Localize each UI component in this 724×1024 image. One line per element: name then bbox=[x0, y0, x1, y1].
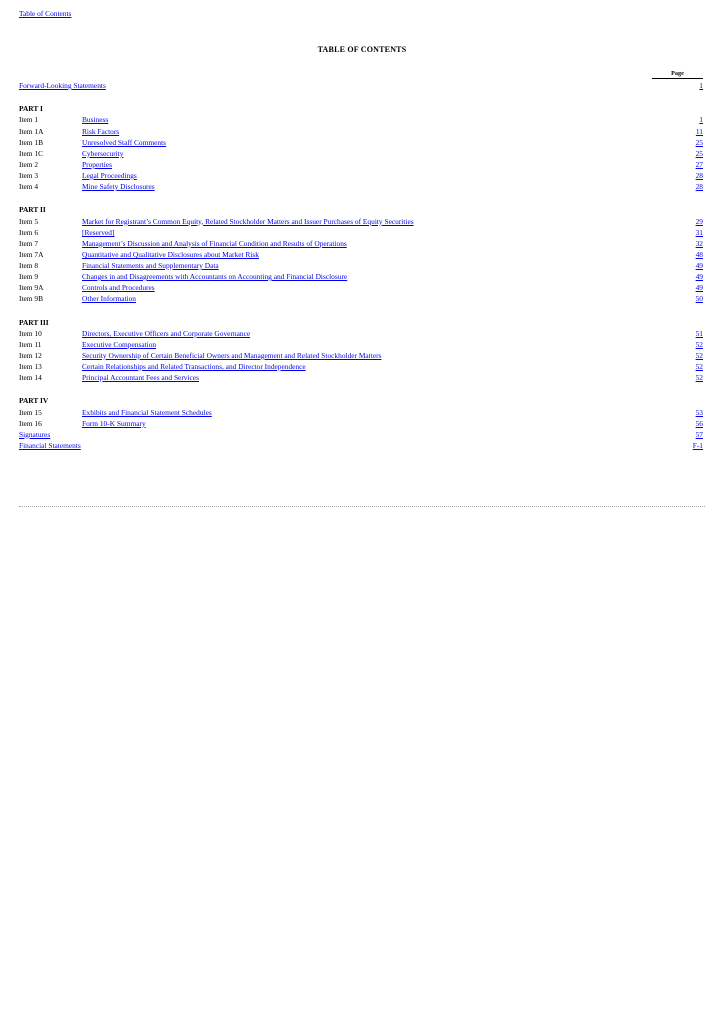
toc-row bbox=[19, 260, 703, 271]
item-number: Item 1C bbox=[19, 148, 44, 158]
item-number: Item 16 bbox=[19, 418, 42, 428]
toc-row bbox=[19, 238, 703, 249]
toc-row bbox=[19, 418, 703, 429]
toc-page-link[interactable]: 53 bbox=[695, 407, 703, 417]
toc-page-link[interactable]: 31 bbox=[695, 227, 703, 237]
toc-link-form-10k-summary[interactable]: Form 10-K Summary bbox=[82, 418, 146, 428]
toc-page-link[interactable]: 49 bbox=[695, 272, 703, 281]
toc-row bbox=[19, 339, 703, 350]
toc-link-reserved[interactable]: [Reserved] bbox=[82, 227, 115, 237]
page-divider bbox=[19, 506, 705, 507]
toc-row bbox=[19, 328, 703, 339]
toc-row bbox=[19, 227, 703, 238]
toc-page-link[interactable]: 25 bbox=[695, 137, 703, 147]
item-number: Item 8 bbox=[19, 260, 39, 270]
toc-link-security-ownership[interactable]: Security Ownership of Certain Beneficial Owners and Management and Related Stockholder Matters bbox=[82, 350, 382, 360]
item-number: Item 14 bbox=[19, 373, 42, 383]
item-number: Item 12 bbox=[19, 350, 42, 360]
item-number: Item 13 bbox=[19, 361, 42, 371]
toc-link-controls-procedures[interactable]: Controls and Procedures bbox=[82, 283, 155, 293]
toc-link-certain-relationships[interactable]: Certain Relationships and Related Transactions, and Director Independence bbox=[82, 361, 306, 371]
toc-row bbox=[19, 126, 703, 137]
toc-row bbox=[19, 181, 703, 192]
toc-row bbox=[19, 170, 703, 181]
toc-link-unresolved-staff-comments[interactable]: Unresolved Staff Comments bbox=[82, 137, 167, 147]
part-heading: PART II bbox=[19, 205, 46, 215]
toc-row bbox=[19, 293, 703, 304]
toc-page-link[interactable]: 52 bbox=[695, 350, 703, 360]
toc-page-link[interactable]: 11 bbox=[695, 126, 703, 136]
toc-row bbox=[19, 148, 703, 159]
item-number: Item 10 bbox=[19, 328, 42, 338]
page-title: TABLE OF CONTENTS bbox=[317, 45, 407, 54]
toc-link-risk-factors[interactable]: Risk Factors bbox=[82, 126, 120, 136]
toc-row bbox=[19, 372, 703, 383]
toc-link-signatures[interactable]: Signatures bbox=[19, 429, 51, 439]
toc-row bbox=[19, 271, 703, 282]
part-heading: PART III bbox=[19, 317, 49, 327]
toc-row bbox=[19, 282, 703, 293]
toc-row-forward-looking bbox=[19, 80, 703, 91]
toc-row bbox=[19, 361, 703, 372]
item-number: Item 1 bbox=[19, 115, 39, 125]
toc-page-link[interactable]: 49 bbox=[695, 283, 703, 293]
item-number: Item 1A bbox=[19, 126, 44, 136]
toc-page-link[interactable]: 25 bbox=[695, 148, 703, 158]
item-number: Item 6 bbox=[19, 227, 39, 237]
toc-link-financial-statements[interactable]: Financial Statements bbox=[19, 440, 81, 450]
toc-link-mdna[interactable]: Management’s Discussion and Analysis of Financial Condition and Results of Operations bbox=[82, 238, 347, 248]
toc-page-link[interactable]: F-1 bbox=[692, 440, 703, 450]
toc-page-link[interactable]: 51 bbox=[695, 328, 703, 338]
toc-page-link[interactable]: 29 bbox=[695, 216, 703, 226]
toc-link-business[interactable]: Business bbox=[82, 115, 109, 125]
toc-link-other-information[interactable]: Other Information bbox=[82, 294, 136, 304]
page-column-header: Page bbox=[652, 70, 703, 79]
toc-link-properties[interactable]: Properties bbox=[82, 159, 112, 169]
item-number: Item 1B bbox=[19, 137, 44, 147]
toc-row bbox=[19, 350, 703, 361]
toc-link-forward-looking-statements[interactable]: Forward-Looking Statements bbox=[19, 81, 106, 90]
toc-row bbox=[19, 407, 703, 418]
item-number: Item 7A bbox=[19, 249, 44, 259]
toc-link-cybersecurity[interactable]: Cybersecurity bbox=[82, 148, 124, 158]
item-number: Item 9 bbox=[19, 272, 39, 281]
toc-link-changes-disagreements[interactable]: Changes in and Disagreements with Accountants on Accounting and Financial Disclosure bbox=[82, 272, 348, 281]
toc-row bbox=[19, 249, 703, 260]
toc-link-financial-statements-data[interactable]: Financial Statements and Supplementary Data bbox=[82, 260, 219, 270]
toc-page-link[interactable]: 32 bbox=[695, 238, 703, 248]
toc-row bbox=[19, 429, 703, 440]
toc-link-directors-governance[interactable]: Directors, Executive Officers and Corporate Governance bbox=[82, 328, 251, 338]
item-number: Item 3 bbox=[19, 170, 39, 180]
toc-page-link[interactable]: 48 bbox=[695, 249, 703, 259]
toc-page-link[interactable]: 49 bbox=[695, 260, 703, 270]
item-number: Item 9B bbox=[19, 294, 44, 304]
toc-link-legal-proceedings[interactable]: Legal Proceedings bbox=[82, 170, 137, 180]
toc-page-link[interactable]: 56 bbox=[695, 418, 703, 428]
toc-link-mine-safety-disclosures[interactable]: Mine Safety Disclosures bbox=[82, 182, 155, 192]
toc-page-link[interactable]: 50 bbox=[695, 294, 703, 304]
item-number: Item 7 bbox=[19, 238, 39, 248]
toc-row bbox=[19, 440, 703, 451]
toc-link-market-for-common-equity[interactable]: Market for Registrant’s Common Equity, Related Stockholder Matters and Issuer Purchases of Equity Securities bbox=[82, 216, 414, 226]
item-number: Item 11 bbox=[19, 339, 42, 349]
table-of-contents bbox=[19, 80, 703, 451]
toc-page-link[interactable]: 52 bbox=[695, 373, 703, 383]
toc-page-link[interactable]: 1 bbox=[699, 115, 703, 125]
toc-row bbox=[19, 137, 703, 148]
part-heading: PART IV bbox=[19, 396, 49, 406]
toc-page-link[interactable]: 28 bbox=[695, 170, 703, 180]
toc-page-link[interactable]: 28 bbox=[695, 182, 703, 192]
toc-row bbox=[19, 216, 703, 227]
item-number: Item 9A bbox=[19, 283, 44, 293]
toc-link-executive-compensation[interactable]: Executive Compensation bbox=[82, 339, 157, 349]
item-number: Item 15 bbox=[19, 407, 42, 417]
toc-link-exhibits[interactable]: Exhibits and Financial Statement Schedules bbox=[82, 407, 212, 417]
item-number: Item 2 bbox=[19, 159, 39, 169]
toc-row bbox=[19, 114, 703, 125]
toc-page-link[interactable]: 57 bbox=[695, 429, 703, 439]
toc-page-link[interactable]: 1 bbox=[699, 81, 703, 90]
toc-link-market-risk[interactable]: Quantitative and Qualitative Disclosures about Market Risk bbox=[82, 249, 259, 259]
toc-row bbox=[19, 159, 703, 170]
toc-page-link[interactable]: 52 bbox=[695, 361, 703, 371]
part-heading: PART I bbox=[19, 104, 43, 114]
table-of-contents-link[interactable]: Table of Contents bbox=[19, 9, 72, 18]
toc-link-accountant-fees[interactable]: Principal Accountant Fees and Services bbox=[82, 373, 199, 383]
toc-page-link[interactable]: 27 bbox=[695, 159, 703, 169]
item-number: Item 5 bbox=[19, 216, 39, 226]
toc-page-link[interactable]: 52 bbox=[695, 339, 703, 349]
item-number: Item 4 bbox=[19, 182, 39, 192]
